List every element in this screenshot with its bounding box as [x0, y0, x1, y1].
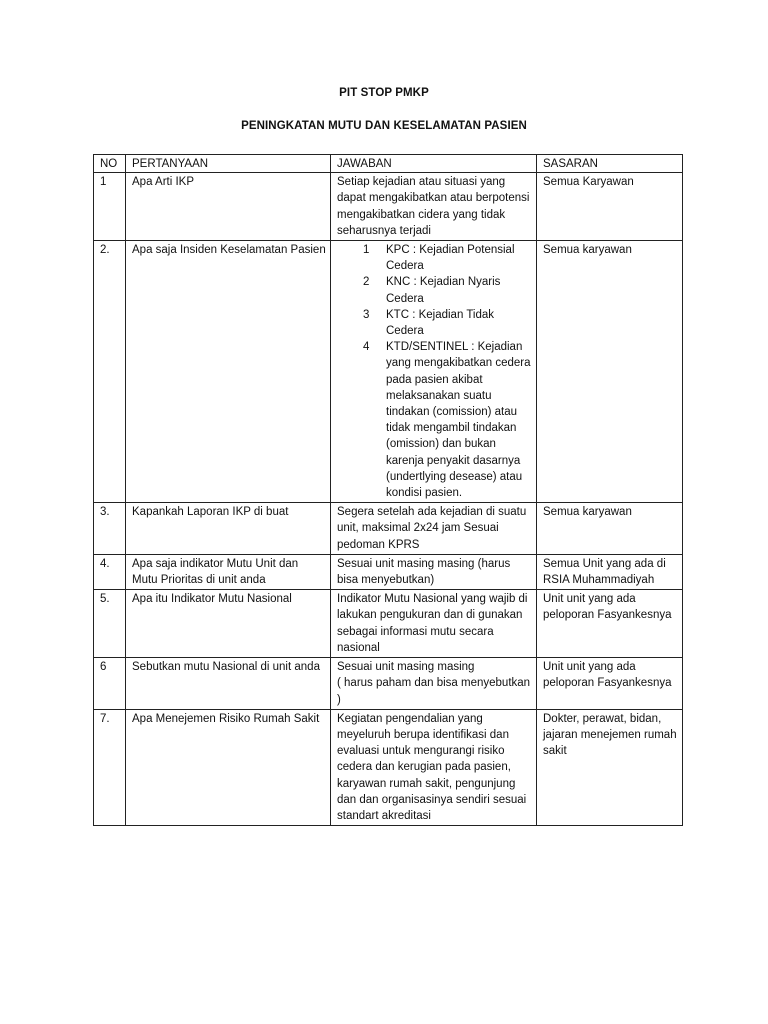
cell-no: 4.: [94, 554, 126, 589]
cell-no: 3.: [94, 503, 126, 555]
table-row: [94, 241, 683, 503]
cell-question: Sebutkan mutu Nasional di unit anda: [126, 658, 331, 710]
cell-question: Apa Menejemen Risiko Rumah Sakit: [126, 709, 331, 825]
list-number: 4: [363, 341, 370, 354]
table-header-row: [94, 155, 683, 173]
cell-answer: Kegiatan pengendalian yang meyeluruh berupa identifikasi dan evaluasi untuk mengurangi risiko cedera dan kerugian pada pasien, karyawan rumah sakit, pengunjung dan dan organisasinya sendiri sesuai standart akreditasi: [331, 709, 537, 825]
document-title: PIT STOP PMKP: [339, 87, 429, 99]
cell-question: Apa saja indikator Mutu Unit dan Mutu Prioritas di unit anda: [126, 554, 331, 589]
answer-line: ( harus paham dan bisa menyebutkan ): [337, 677, 531, 706]
cell-answer: Setiap kejadian atau situasi yang dapat mengakibatkan atau berpotensi mengakibatkan cidera yang tidak seharusnya terjadi: [331, 173, 537, 241]
list-item: [363, 242, 532, 274]
incident-list: [337, 242, 532, 501]
header-no: NO: [94, 155, 126, 173]
list-number: 2: [363, 276, 370, 289]
cell-answer: Indikator Mutu Nasional yang wajib di lakukan pengukuran dan di gunakan sebagai informasi mutu secara nasional: [331, 590, 537, 658]
cell-question: Apa Arti IKP: [126, 173, 331, 241]
cell-no: 5.: [94, 590, 126, 658]
cell-no: 1: [94, 173, 126, 241]
table-row: [94, 554, 683, 589]
list-item: [363, 307, 532, 339]
table-row: [94, 709, 683, 825]
cell-no: 2.: [94, 241, 126, 503]
cell-target: Semua karyawan: [537, 241, 683, 503]
document-subtitle: PENINGKATAN MUTU DAN KESELAMATAN PASIEN: [241, 120, 527, 132]
qa-table: [93, 154, 683, 826]
header-question: PERTANYAAN: [126, 155, 331, 173]
list-number: 3: [363, 308, 370, 321]
answer-line: Sesuai unit masing masing: [337, 661, 475, 674]
header-target: SASARAN: [537, 155, 683, 173]
list-item: [363, 339, 532, 501]
cell-no: 7.: [94, 709, 126, 825]
cell-answer: Sesuai unit masing masing (harus bisa menyebutkan): [331, 554, 537, 589]
table-row: [94, 590, 683, 658]
cell-target: Unit unit yang ada peloporan Fasyankesnya: [537, 590, 683, 658]
list-text: KNC : Kejadian Nyaris Cedera: [386, 276, 501, 305]
list-text: KTD/SENTINEL : Kejadian yang mengakibatkan cedera pada pasien akibat melaksanakan suatu tindakan (comission) atau tidak mengambil tindakan (omission) dan bukan karenja penyakit dasarnya (undertlying desease) atau kondisi pasien.: [386, 341, 531, 500]
cell-target: Unit unit yang ada peloporan Fasyankesnya: [537, 658, 683, 710]
cell-target: Dokter, perawat, bidan, jajaran menejemen rumah sakit: [537, 709, 683, 825]
table-row: [94, 658, 683, 710]
cell-target: Semua Unit yang ada di RSIA Muhammadiyah: [537, 554, 683, 589]
list-item: [363, 274, 532, 306]
list-text: KPC : Kejadian Potensial Cedera: [386, 244, 515, 273]
table-row: [94, 173, 683, 241]
cell-question: Kapankah Laporan IKP di buat: [126, 503, 331, 555]
cell-answer: [331, 658, 537, 710]
list-number: 1: [363, 244, 370, 257]
header-answer: JAWABAN: [331, 155, 537, 173]
table-row: [94, 503, 683, 555]
cell-answer: [331, 241, 537, 503]
cell-question: Apa saja Insiden Keselamatan Pasien: [126, 241, 331, 503]
cell-no: 6: [94, 658, 126, 710]
cell-target: Semua Karyawan: [537, 173, 683, 241]
cell-answer: Segera setelah ada kejadian di suatu unit, maksimal 2x24 jam Sesuai pedoman KPRS: [331, 503, 537, 555]
cell-target: Semua karyawan: [537, 503, 683, 555]
cell-question: Apa itu Indikator Mutu Nasional: [126, 590, 331, 658]
list-text: KTC : Kejadian Tidak Cedera: [386, 308, 495, 338]
